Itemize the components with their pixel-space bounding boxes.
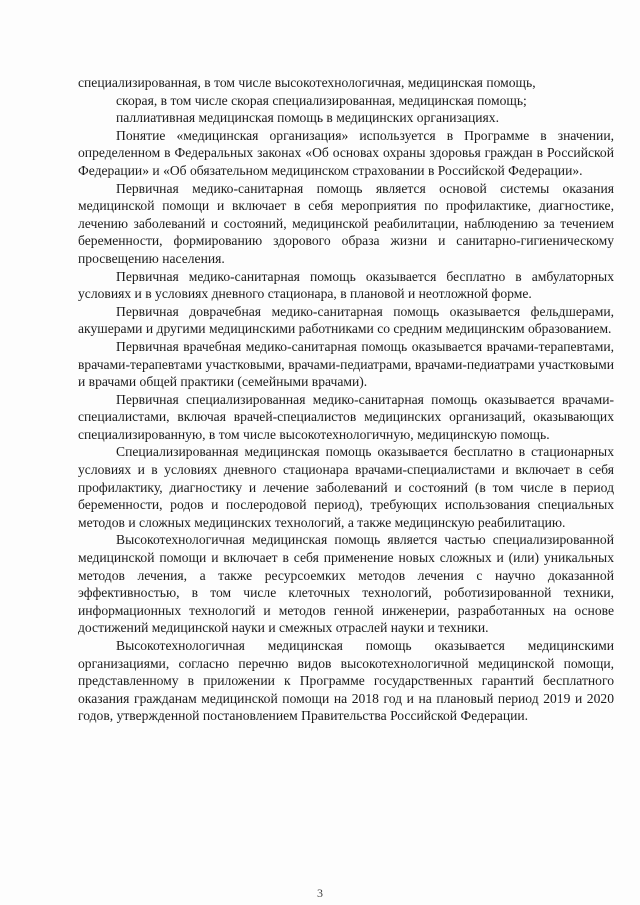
paragraph-8: Первичная врачебная медико-санитарная помощь оказывается врачами-терапевтами, врачами-терапевтами участковыми, врачами-педиатрами, врачами-педиатрами участковыми и врачами общей практики (семейными врачами).	[78, 338, 614, 390]
document-body	[78, 74, 614, 725]
paragraph-10: Специализированная медицинская помощь оказывается бесплатно в стационарных условиях и в условиях дневного стационара врачами-специалистами и включает в себя профилактику, диагностику и лечение заболеваний и состояний (в том числе в период беременности, родов и послеродовой период), требующих использования специальных методов и сложных медицинских технологий, а также медицинскую реабилитацию.	[78, 444, 614, 530]
paragraph-9: Первичная специализированная медико-санитарная помощь оказывается врачами-специалистами, включая врачей-специалистов медицинских организаций, оказывающих специализированную, в том числе высокотехнологичную, медицинскую помощь.	[78, 391, 614, 442]
page-number: 3	[317, 886, 323, 900]
paragraph-11: Высокотехнологичная медицинская помощь является частью специализированной медицинской помощи и включает в себя применение новых сложных и (или) уникальных методов лечения, а также ресурсоемких методов лечения с научно доказанной эффективностью, в том числе клеточных технологий, роботизированной техники, информационных технологий и методов генной инженерии, разработанных на основе достижений медицинской науки и смежных отраслей науки и техники.	[78, 532, 614, 636]
paragraph-2: скорая, в том числе скорая специализированная, медицинская помощь;	[116, 92, 527, 108]
paragraph-3: паллиативная медицинская помощь в медицинских организациях.	[116, 110, 499, 126]
paragraph-1: специализированная, в том числе высокотехнологичная, медицинская помощь,	[78, 75, 536, 90]
paragraph-7: Первичная доврачебная медико-санитарная помощь оказывается фельдшерами, акушерами и другими медицинскими работниками со средним медицинским образованием.	[78, 303, 614, 337]
paragraph-12: Высокотехнологичная медицинская помощь оказывается медицинскими организациями, согласно перечню видов высокотехнологичной медицинской помощи, представленному в приложении к Программе государственных гарантий бесплатного оказания гражданам медицинской помощи на 2018 год и на плановый период 2019 и 2020 годов, утвержденной постановлением Правительства Российской Федерации.	[78, 638, 614, 724]
paragraph-5: Первичная медико-санитарная помощь является основой системы оказания медицинской помощи и включает в себя мероприятия по профилактике, диагностике, лечению заболеваний и состояний, медицинской реабилитации, наблюдению за течением беременности, формированию здорового образа жизни и санитарно-гигиеническому просвещению населения.	[78, 180, 614, 266]
paragraph-4: Понятие «медицинская организация» используется в Программе в значении, определенном в Федеральных законах «Об основах охраны здоровья граждан в Российской Федерации» и «Об обязательном медицинском страховании в Российской Федерации».	[78, 127, 614, 178]
paragraph-6: Первичная медико-санитарная помощь оказывается бесплатно в амбулаторных условиях и в условиях дневного стационара, в плановой и неотложной форме.	[78, 268, 614, 302]
